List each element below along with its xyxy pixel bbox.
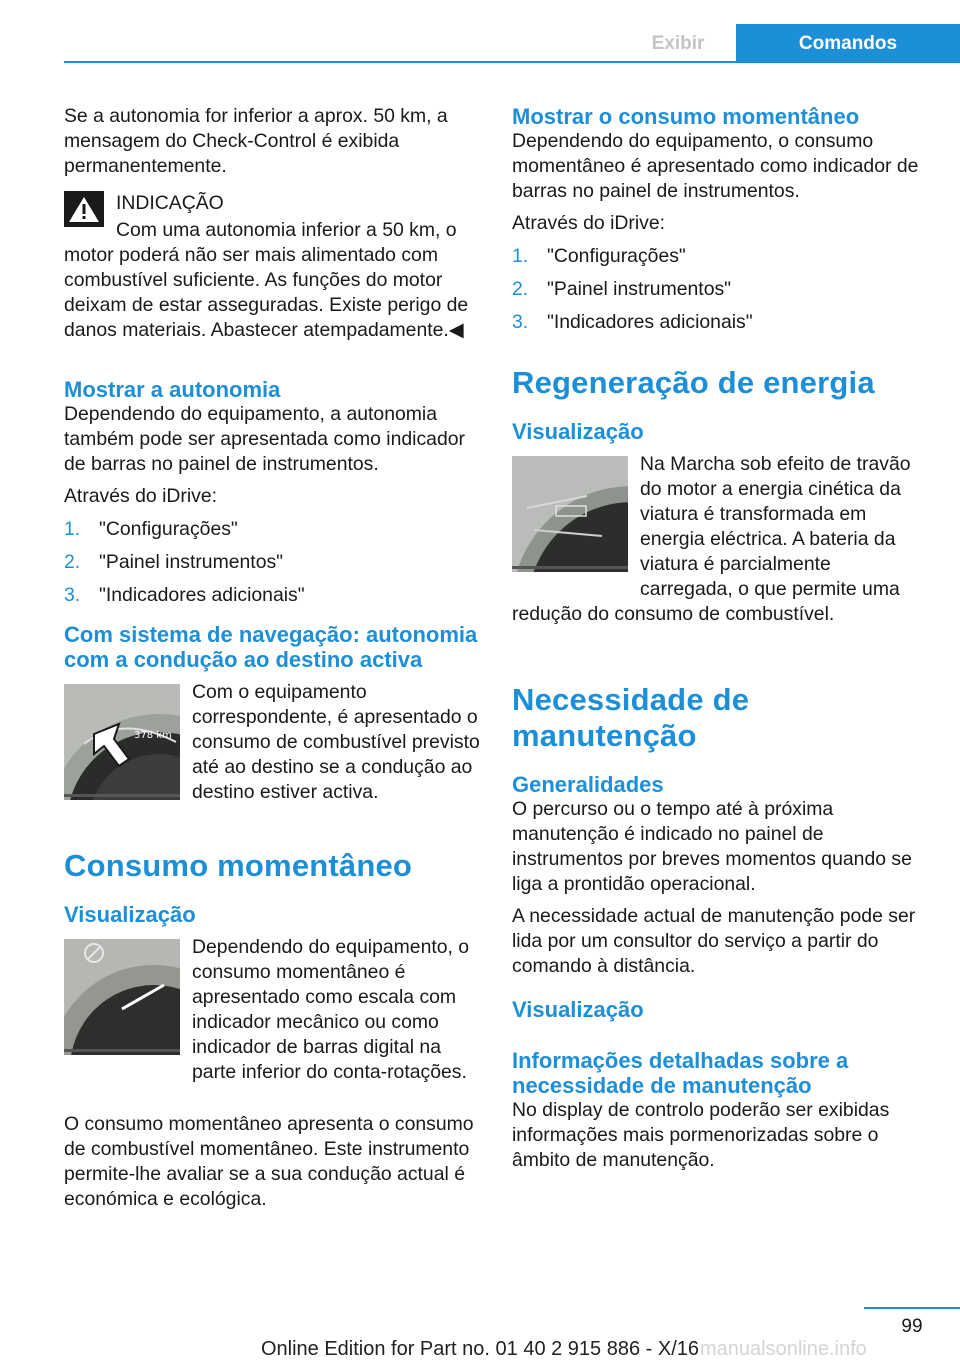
list-item: 2. "Painel instrumentos" [64, 551, 284, 573]
edition-line: Online Edition for Part no. 01 40 2 915 886 - X/16 [260, 1338, 700, 1360]
detail-heading: Informações detalhadas sobre a necessidade de manutenção [512, 1048, 849, 1098]
warning-note [64, 191, 480, 350]
consumption-steps-list [512, 244, 928, 335]
right-column [512, 104, 928, 1180]
consumption-text: O consumo momentâneo apresenta o consumo de combustível momentâneo. Este instrumento permite-lhe avaliar se a sua condução actual é económica e ecológica. [64, 1113, 474, 1210]
left-column [64, 104, 480, 1219]
footer-rule [864, 1307, 960, 1309]
list-item: 1. "Configurações" [512, 245, 686, 267]
intro-paragraph: Se a autonomia for inferior a aprox. 50 km, a mensagem do Check-Control é exibida permanentemente. [64, 105, 448, 177]
list-item: 3. "Indicadores adicionais" [64, 584, 305, 606]
regen-display-heading: Visualização [512, 419, 644, 444]
show-range-heading: Mostrar a autonomia [64, 377, 281, 402]
show-consumption-text: Dependendo do equipamento, o consumo momentâneo é apresentado como indicador de barras no painel de instrumentos. [512, 130, 919, 202]
service-heading: Necessidade de manutenção [512, 682, 750, 753]
watermark: manualsonline.info [700, 1338, 867, 1360]
nav-range-text: Com o equipamento correspondente, é apresentado o consumo de combustível previsto até ao destino se a condução ao destino estiver activa. [192, 681, 480, 803]
general-text-2: A necessidade actual de manutenção pode ser lida por um consultor do serviço a partir do comando à distância. [512, 905, 916, 977]
note-title: INDICAÇÃO [116, 192, 224, 214]
note-text: Com uma autonomia inferior a 50 km, o motor poderá não ser mais alimentado com combustível suficiente. As funções do motor deixam de estar asseguradas. Existe perigo de danos materiais. Abastecer atempadamente.◀ [64, 219, 469, 341]
tab-comandos[interactable]: Comandos [736, 24, 960, 63]
regen-image [512, 456, 628, 572]
nav-image-label: 378 km [134, 730, 172, 741]
header-rule [64, 61, 960, 63]
nav-range-heading: Com sistema de navegação: autonomia com a condução ao destino activa [64, 622, 478, 672]
detail-text: No display de controlo poderão ser exibidas informações mais pormenorizadas sobre o âmbito de manutenção. [512, 1099, 890, 1171]
page-number: 99 [901, 1316, 923, 1337]
warning-icon [64, 191, 104, 227]
show-consumption-heading: Mostrar o consumo momentâneo [512, 104, 860, 129]
via-idrive-label: Através do iDrive: [64, 485, 218, 507]
tab-exibir[interactable]: Exibir [651, 32, 705, 54]
general-text-1: O percurso ou o tempo até à próxima manutenção é indicado no painel de instrumentos por breves momentos quando se liga a prontidão operacional. [512, 798, 912, 895]
consumption-display-text: Dependendo do equipamento, o consumo momentâneo é apresentado como escala com indicador mecânico ou como indicador de barras digital na parte inferior do conta-rotações. [192, 936, 470, 1083]
list-item: 2. "Painel instrumentos" [512, 278, 732, 300]
regen-heading: Regeneração de energia [512, 365, 875, 400]
nav-range-image [64, 684, 180, 800]
consumption-display-heading: Visualização [64, 902, 196, 927]
consumption-heading: Consumo momentâneo [64, 848, 413, 883]
list-item: 1. "Configurações" [64, 518, 238, 540]
list-item: 3. "Indicadores adicionais" [512, 311, 753, 333]
service-display-heading: Visualização [512, 997, 644, 1022]
via-idrive-label: Através do iDrive: [512, 212, 666, 234]
consumption-gauge-image [64, 939, 180, 1055]
general-heading: Generalidades [512, 772, 664, 797]
range-steps-list [64, 517, 480, 608]
regen-text: Na Marcha sob efeito de travão do motor a energia cinética da viatura é transformada em energia eléctrica. A bateria da viatura é parcialmente carregada, o que permite uma redução do consumo de combustível. [512, 453, 911, 625]
show-range-text: Dependendo do equipamento, a autonomia também pode ser apresentada como indicador de barras no painel de instrumentos. [64, 403, 465, 475]
